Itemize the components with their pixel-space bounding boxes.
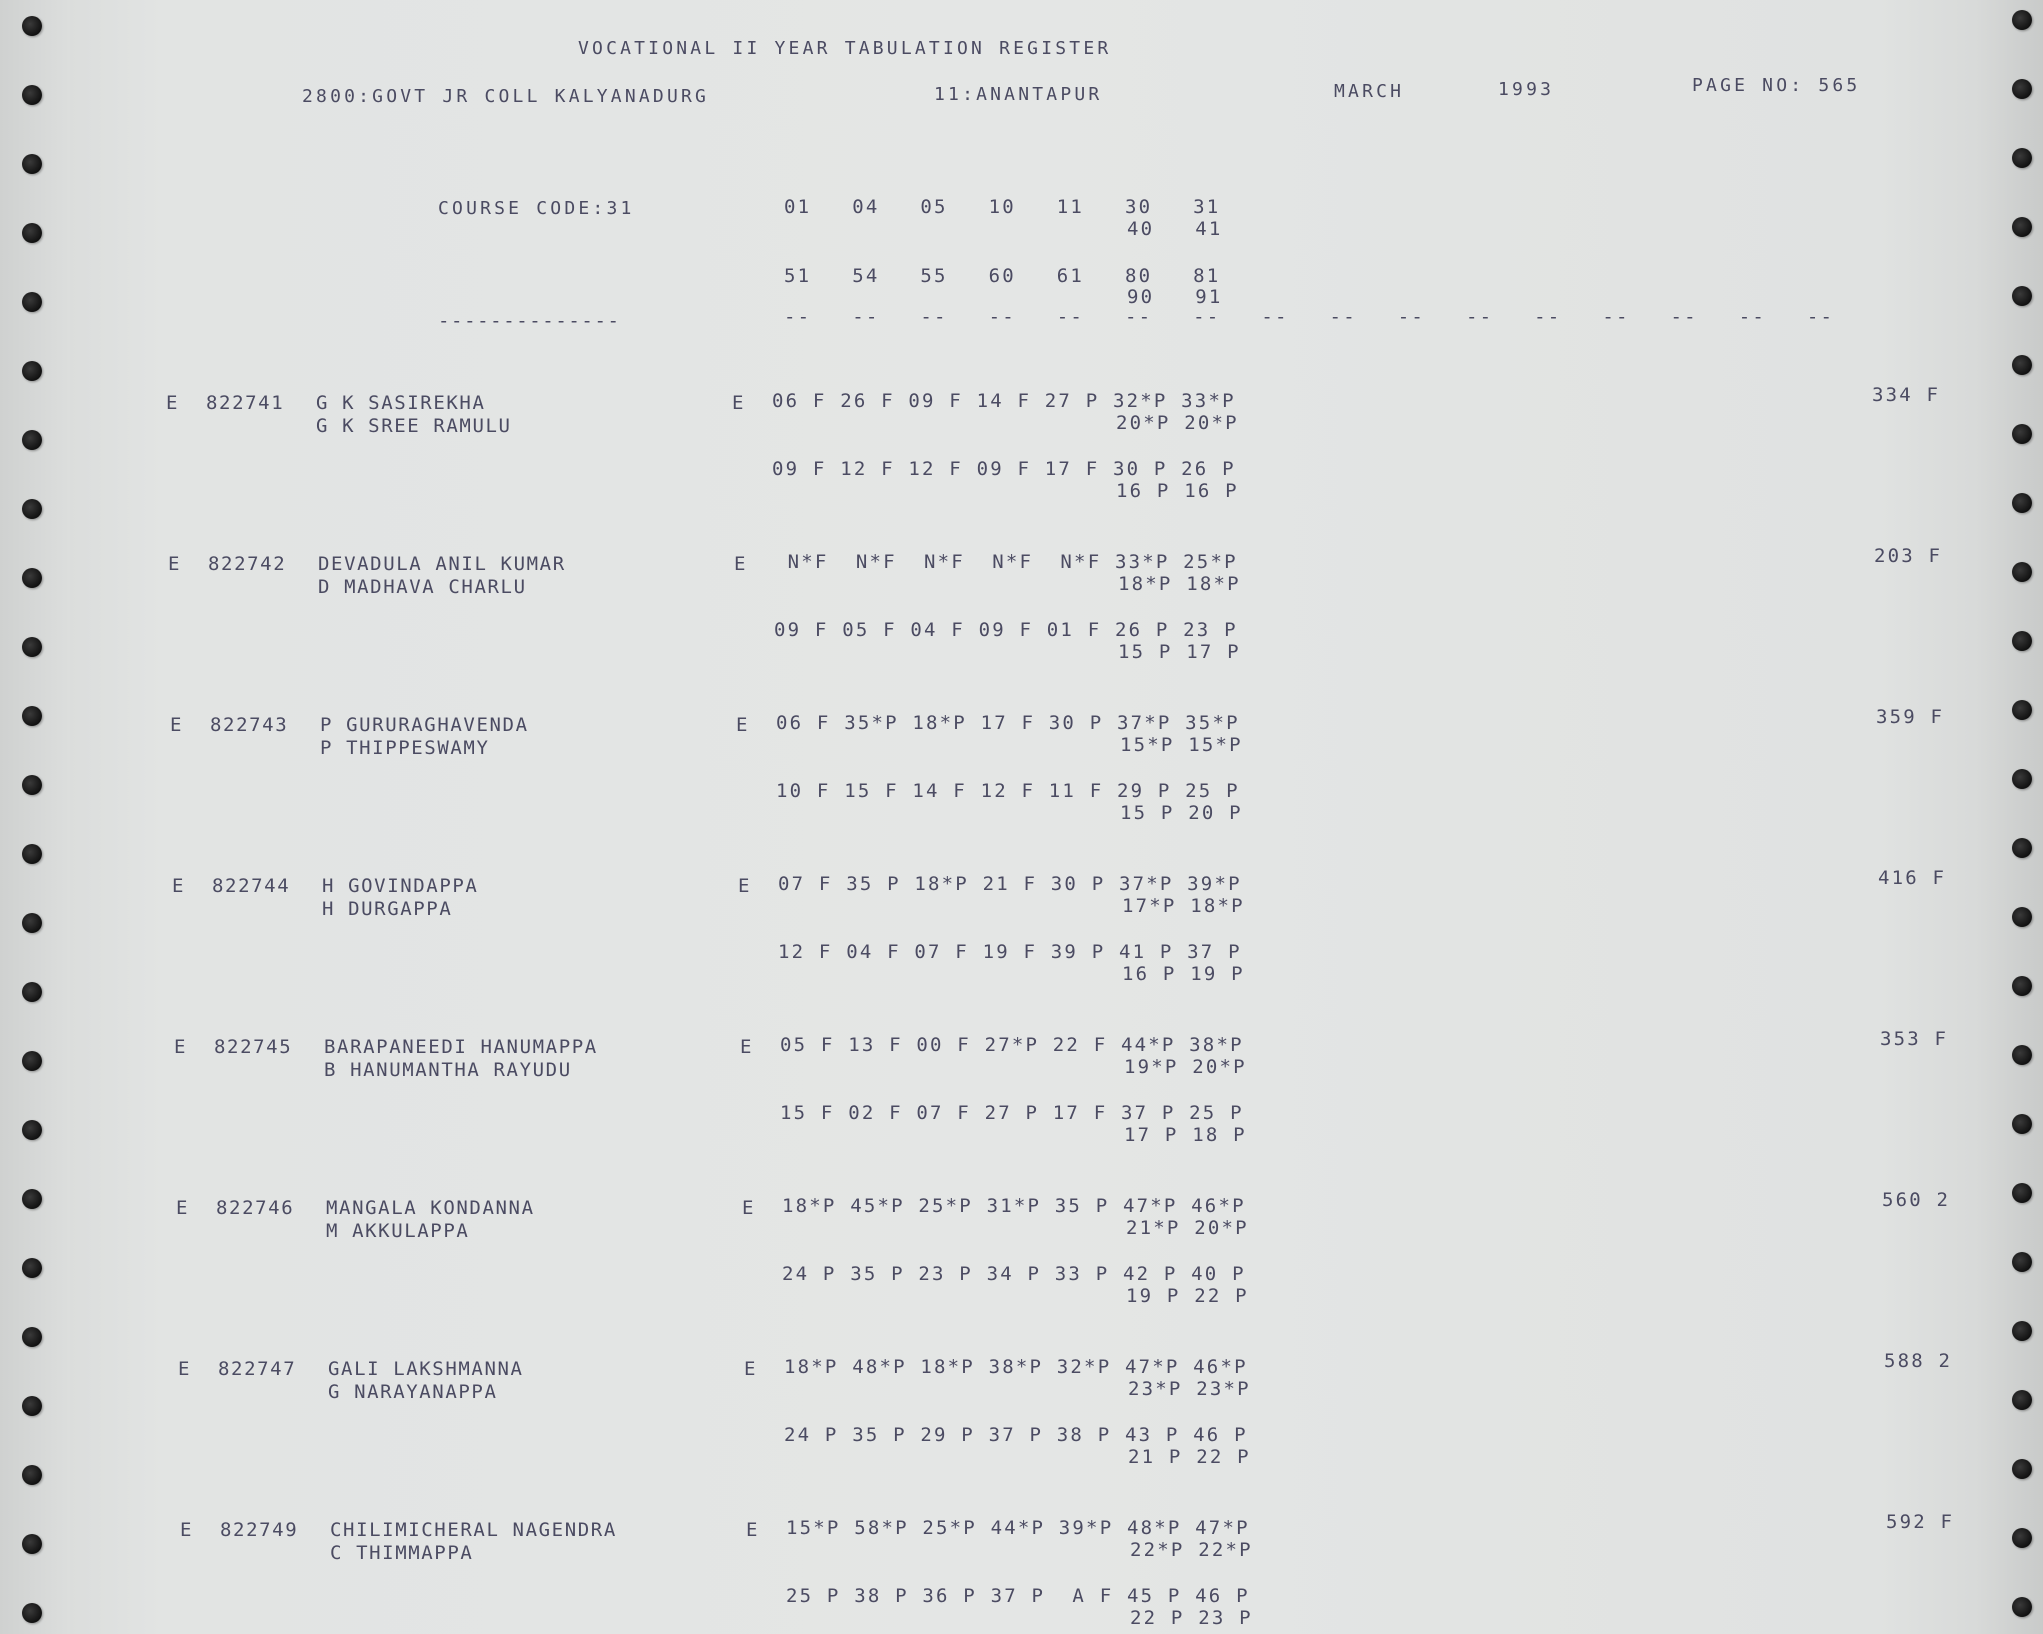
feed-hole-icon (22, 499, 42, 519)
marks-row2b: 16 P 16 P (1116, 480, 1239, 502)
feed-hole-icon (22, 982, 42, 1002)
marks-row1b: 20*P 20*P (1116, 412, 1239, 434)
student-name: MANGALA KONDANNA (326, 1197, 535, 1219)
parent-name: G NARAYANAPPA (328, 1381, 498, 1403)
feed-hole-icon (22, 1396, 42, 1416)
subject-codes-row1: 01 04 05 10 11 30 31 (784, 196, 1221, 218)
feed-hole-icon (22, 292, 42, 312)
student-name: P GURURAGHAVENDA (320, 714, 529, 736)
total-result: 359 F (1876, 706, 1945, 728)
student-name: H GOVINDAPPA (322, 875, 479, 897)
record-type: E (168, 553, 182, 575)
marks-row1: N*F N*F N*F N*F N*F 33*P 25*P (774, 551, 1238, 573)
parent-name: G K SREE RAMULU (316, 415, 512, 437)
roll-number: 822746 (216, 1197, 295, 1219)
total-result: 560 2 (1882, 1189, 1951, 1211)
feed-hole-icon (22, 775, 42, 795)
student-name: CHILIMICHERAL NAGENDRA (330, 1519, 617, 1541)
feed-hole-icon (22, 1051, 42, 1071)
student-name: G K SASIREKHA (316, 392, 486, 414)
marks-row1b: 18*P 18*P (1118, 573, 1241, 595)
record-type: E (178, 1358, 192, 1380)
subject-codes-row2b: 90 91 (1127, 286, 1223, 308)
feed-hole-icon (2012, 424, 2032, 444)
feed-hole-icon (2012, 355, 2032, 375)
feed-hole-icon (2012, 1459, 2032, 1479)
record-type: E (174, 1036, 188, 1058)
parent-name: M AKKULAPPA (326, 1220, 470, 1242)
marks-row2: 09 F 05 F 04 F 09 F 01 F 26 P 23 P (774, 619, 1238, 641)
feed-hole-icon (2012, 10, 2032, 30)
medium-code: E (746, 1519, 760, 1541)
feed-hole-icon (22, 1120, 42, 1140)
roll-number: 822747 (218, 1358, 297, 1380)
roll-number: 822744 (212, 875, 291, 897)
feed-hole-icon (22, 844, 42, 864)
record-type: E (166, 392, 180, 414)
marks-row1: 18*P 48*P 18*P 38*P 32*P 47*P 46*P (784, 1356, 1248, 1378)
header-separator-columns: -- -- -- -- -- -- -- -- -- -- -- -- -- -- -- -- (784, 306, 1835, 328)
roll-number: 822742 (208, 553, 287, 575)
medium-code: E (734, 553, 748, 575)
feed-hole-icon (2012, 1252, 2032, 1272)
feed-hole-icon (22, 913, 42, 933)
marks-row1b: 21*P 20*P (1126, 1217, 1249, 1239)
feed-hole-icon (2012, 1390, 2032, 1410)
marks-row2b: 21 P 22 P (1128, 1446, 1251, 1468)
roll-number: 822743 (210, 714, 289, 736)
parent-name: P THIPPESWAMY (320, 737, 490, 759)
feed-hole-icon (22, 706, 42, 726)
feed-hole-icon (2012, 562, 2032, 582)
feed-hole-icon (2012, 286, 2032, 306)
college-name: 2800:GOVT JR COLL KALYANADURG (302, 86, 710, 107)
total-result: 588 2 (1884, 1350, 1953, 1372)
student-name: BARAPANEEDI HANUMAPPA (324, 1036, 598, 1058)
marks-row1: 15*P 58*P 25*P 44*P 39*P 48*P 47*P (786, 1517, 1250, 1539)
student-name: DEVADULA ANIL KUMAR (318, 553, 566, 575)
roll-number: 822745 (214, 1036, 293, 1058)
parent-name: C THIMMAPPA (330, 1542, 474, 1564)
roll-number: 822741 (206, 392, 285, 414)
feed-hole-icon (2012, 631, 2032, 651)
marks-row1b: 17*P 18*P (1122, 895, 1245, 917)
parent-name: H DURGAPPA (322, 898, 453, 920)
medium-code: E (732, 392, 746, 414)
roll-number: 822749 (220, 1519, 299, 1541)
marks-row1b: 19*P 20*P (1124, 1056, 1247, 1078)
marks-row2b: 16 P 19 P (1122, 963, 1245, 985)
page-number: PAGE NO: 565 (1692, 75, 1861, 96)
marks-row1: 18*P 45*P 25*P 31*P 35 P 47*P 46*P (782, 1195, 1246, 1217)
feed-hole-icon (22, 1534, 42, 1554)
feed-hole-icon (22, 1465, 42, 1485)
record-type: E (176, 1197, 190, 1219)
medium-code: E (744, 1358, 758, 1380)
feed-hole-icon (22, 568, 42, 588)
marks-row2b: 22 P 23 P (1130, 1607, 1253, 1629)
marks-row2: 25 P 38 P 36 P 37 P A F 45 P 46 P (786, 1585, 1250, 1607)
feed-hole-icon (22, 1189, 42, 1209)
feed-hole-icon (2012, 1045, 2032, 1065)
tractor-feed-strip-right (1975, 0, 2043, 1634)
marks-row2: 24 P 35 P 29 P 37 P 38 P 43 P 46 P (784, 1424, 1248, 1446)
feed-hole-icon (2012, 1183, 2032, 1203)
marks-row1b: 23*P 23*P (1128, 1378, 1251, 1400)
feed-hole-icon (2012, 493, 2032, 513)
marks-row1: 05 F 13 F 00 F 27*P 22 F 44*P 38*P (780, 1034, 1244, 1056)
marks-row2: 10 F 15 F 14 F 12 F 11 F 29 P 25 P (776, 780, 1240, 802)
marks-row2: 15 F 02 F 07 F 27 P 17 F 37 P 25 P (780, 1102, 1244, 1124)
marks-row2b: 19 P 22 P (1126, 1285, 1249, 1307)
tractor-feed-strip-left (0, 0, 70, 1634)
marks-row1b: 22*P 22*P (1130, 1539, 1253, 1561)
total-result: 353 F (1880, 1028, 1949, 1050)
district-name: 11:ANANTAPUR (934, 84, 1103, 105)
total-result: 203 F (1874, 545, 1943, 567)
feed-hole-icon (22, 1603, 42, 1623)
parent-name: B HANUMANTHA RAYUDU (324, 1059, 572, 1081)
feed-hole-icon (22, 361, 42, 381)
record-type: E (180, 1519, 194, 1541)
student-name: GALI LAKSHMANNA (328, 1358, 524, 1380)
feed-hole-icon (2012, 1321, 2032, 1341)
feed-hole-icon (22, 85, 42, 105)
marks-row2: 12 F 04 F 07 F 19 F 39 P 41 P 37 P (778, 941, 1242, 963)
feed-hole-icon (22, 16, 42, 36)
feed-hole-icon (22, 637, 42, 657)
total-result: 416 F (1878, 867, 1947, 889)
feed-hole-icon (2012, 217, 2032, 237)
parent-name: D MADHAVA CHARLU (318, 576, 527, 598)
exam-month: MARCH (1334, 81, 1405, 102)
feed-hole-icon (2012, 79, 2032, 99)
feed-hole-icon (2012, 700, 2032, 720)
record-type: E (170, 714, 184, 736)
marks-row2b: 15 P 20 P (1120, 802, 1243, 824)
course-code-label: COURSE CODE:31 (438, 198, 635, 219)
marks-row2b: 17 P 18 P (1124, 1124, 1247, 1146)
feed-hole-icon (2012, 838, 2032, 858)
marks-row1: 06 F 26 F 09 F 14 F 27 P 32*P 33*P (772, 390, 1236, 412)
record-type: E (172, 875, 186, 897)
feed-hole-icon (2012, 148, 2032, 168)
medium-code: E (740, 1036, 754, 1058)
feed-hole-icon (2012, 907, 2032, 927)
feed-hole-icon (2012, 769, 2032, 789)
feed-hole-icon (22, 223, 42, 243)
subject-codes-row1b: 40 41 (1127, 218, 1223, 240)
total-result: 334 F (1872, 384, 1941, 406)
marks-row1: 06 F 35*P 18*P 17 F 30 P 37*P 35*P (776, 712, 1240, 734)
feed-hole-icon (22, 154, 42, 174)
feed-hole-icon (2012, 976, 2032, 996)
feed-hole-icon (2012, 1114, 2032, 1134)
feed-hole-icon (2012, 1528, 2032, 1548)
feed-hole-icon (22, 1327, 42, 1347)
feed-hole-icon (2012, 1597, 2032, 1617)
marks-row1: 07 F 35 P 18*P 21 F 30 P 37*P 39*P (778, 873, 1242, 895)
subject-codes-row2: 51 54 55 60 61 80 81 (784, 265, 1221, 287)
total-result: 592 F (1886, 1511, 1955, 1533)
marks-row2: 09 F 12 F 12 F 09 F 17 F 30 P 26 P (772, 458, 1236, 480)
marks-row2: 24 P 35 P 23 P 34 P 33 P 42 P 40 P (782, 1263, 1246, 1285)
header-separator-label: -------------- (438, 310, 621, 332)
marks-row1b: 15*P 15*P (1120, 734, 1243, 756)
marks-row2b: 15 P 17 P (1118, 641, 1241, 663)
medium-code: E (738, 875, 752, 897)
medium-code: E (736, 714, 750, 736)
medium-code: E (742, 1197, 756, 1219)
feed-hole-icon (22, 1258, 42, 1278)
exam-year: 1993 (1498, 79, 1555, 100)
register-title: VOCATIONAL II YEAR TABULATION REGISTER (578, 38, 1112, 59)
feed-hole-icon (22, 430, 42, 450)
